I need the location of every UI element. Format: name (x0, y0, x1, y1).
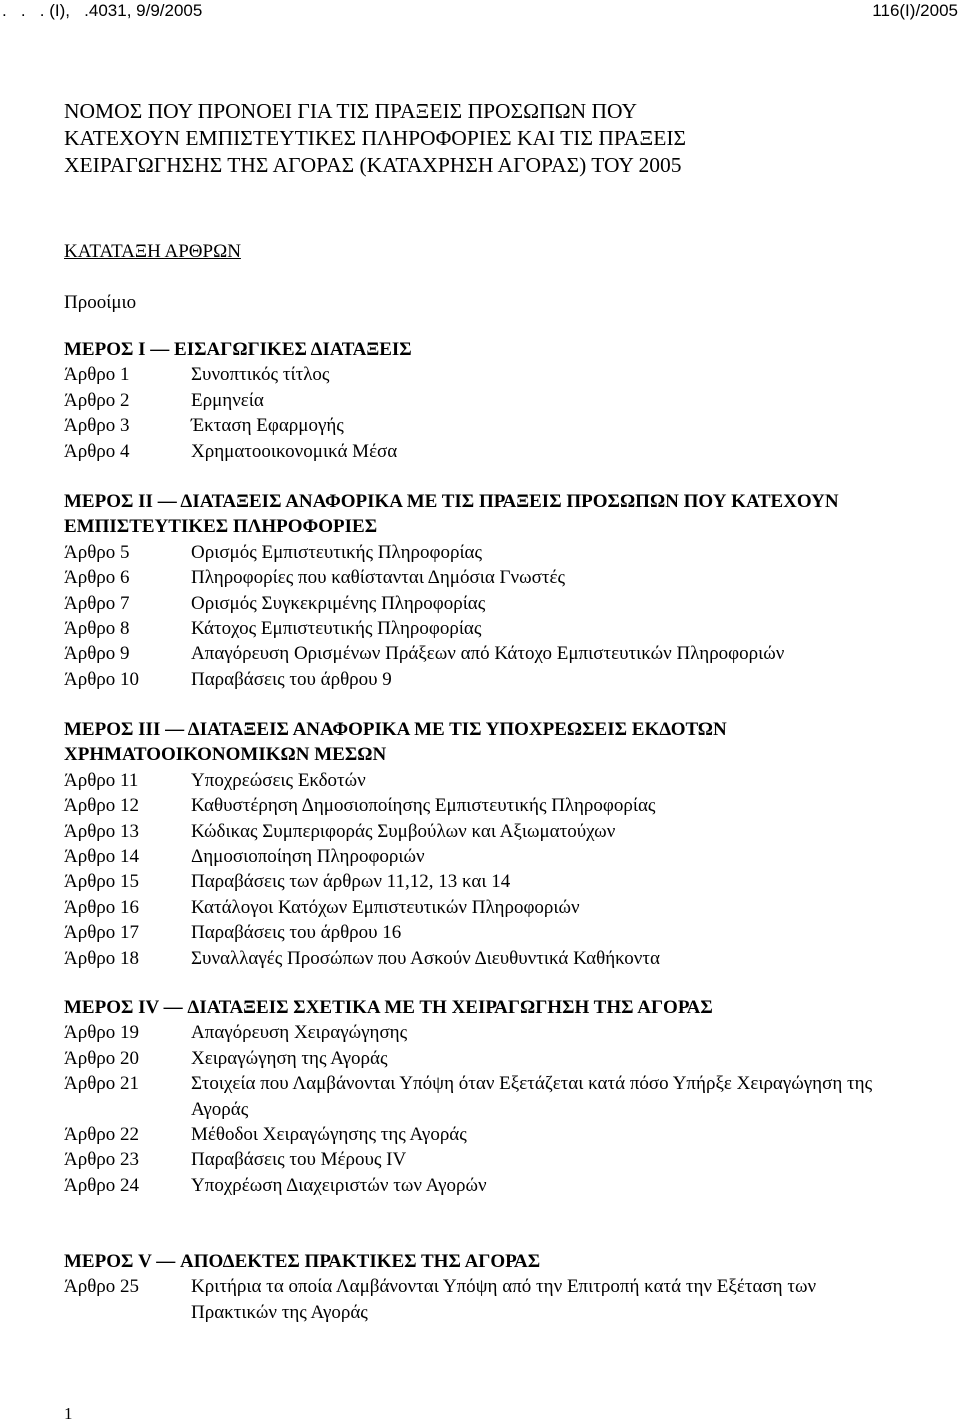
article-row (64, 1020, 894, 1045)
article-row (64, 920, 894, 945)
part-1 (64, 337, 894, 464)
part-title: ΜΕΡΟΣ ΙV — ΔΙΑΤΑΞΕΙΣ ΣΧΕΤΙΚΑ ΜΕ ΤΗ ΧΕΙΡΑΓΩΓΗΣΗ ΤΗΣ ΑΓΟΡΑΣ (64, 997, 713, 1018)
article-number: Άρθρο 25 (64, 1276, 140, 1298)
article-title: Συνοπτικός τίτλος (191, 364, 330, 386)
article-title: Πληροφορίες που καθίστανται Δημόσια Γνωστές (191, 567, 566, 589)
article-title: Απαγόρευση Χειραγώγησης (191, 1022, 408, 1044)
running-header (0, 0, 960, 22)
article-title: Ορισμός Εμπιστευτικής Πληροφορίας (191, 541, 483, 563)
article-row (64, 667, 894, 692)
article-title: Κατάλογοι Κατόχων Εμπιστευτικών Πληροφοριών (191, 896, 580, 918)
article-title: Ερμηνεία (191, 389, 264, 411)
article-row (64, 895, 894, 920)
article-number: Άρθρο 15 (64, 871, 140, 893)
law-title-line: ΚΑΤΕΧΟΥΝ ΕΜΠΙΣΤΕΥΤΙΚΕΣ ΠΛΗΡΟΦΟΡΙΕΣ ΚΑΙ ΤΙΣ ΠΡΑΞΕΙΣ (64, 126, 687, 150)
article-title: Δημοσιοποίηση Πληροφοριών (191, 846, 425, 868)
article-number: Άρθρο 24 (64, 1174, 140, 1196)
article-title: Κάτοχος Εμπιστευτικής Πληροφορίας (191, 618, 482, 640)
article-number: Άρθρο 20 (64, 1047, 140, 1069)
article-title: Ορισμός Συγκεκριμένης Πληροφορίας (191, 592, 486, 614)
article-row (64, 388, 894, 413)
header-law-number: 116(Ι)/2005 (872, 1, 958, 20)
preamble-label: Προοίμιο (64, 292, 137, 313)
article-title: Παραβάσεις του Μέρους IV (191, 1149, 407, 1171)
law-title-line: ΧΕΙΡΑΓΩΓΗΣΗΣ ΤΗΣ ΑΓΟΡΑΣ (ΚΑΤΑΧΡΗΣΗ ΑΓΟΡΑΣ) ΤΟΥ 2005 (64, 153, 682, 177)
part-4 (64, 995, 894, 1198)
article-title: Στοιχεία που Λαμβάνονται Υπόψη όταν Εξετάζεται κατά πόσο Υπήρξε Χειραγώγηση της Αγοράς (191, 1073, 873, 1120)
toc-heading: ΚΑΤΑΤΑΞΗ ΑΡΘΡΩΝ (64, 241, 241, 262)
article-number: Άρθρο 17 (64, 922, 140, 944)
article-number: Άρθρο 8 (64, 618, 130, 640)
article-number: Άρθρο 21 (64, 1073, 140, 1095)
article-number: Άρθρο 1 (64, 364, 130, 386)
article-row (64, 844, 894, 869)
article-row (64, 413, 894, 438)
article-row (64, 869, 894, 894)
law-title-line: ΝΟΜΟΣ ΠΟΥ ΠΡΟΝΟΕΙ ΓΙΑ ΤΙΣ ΠΡΑΞΕΙΣ ΠΡΟΣΩΠΩΝ ΠΟΥ (64, 99, 637, 123)
article-title: Παραβάσεις των άρθρων 11,12, 13 και 14 (191, 871, 511, 893)
article-row (64, 1173, 894, 1198)
part-title: ΜΕΡΟΣ V — ΑΠΟΔΕΚΤΕΣ ΠΡΑΚΤΙΚΕΣ ΤΗΣ ΑΓΟΡΑΣ (64, 1251, 541, 1272)
article-number: Άρθρο 12 (64, 795, 140, 817)
article-row (64, 1147, 894, 1172)
article-number: Άρθρο 16 (64, 896, 140, 918)
article-number: Άρθρο 5 (64, 541, 130, 563)
article-row (64, 768, 894, 793)
article-title: Χρηματοοικονομικά Μέσα (191, 440, 398, 462)
article-number: Άρθρο 6 (64, 567, 130, 589)
article-number: Άρθρο 3 (64, 415, 130, 437)
article-title: Κριτήρια τα οποία Λαμβάνονται Υπόψη από την Επιτροπή κατά την Εξέταση των Πρακτικών της Αγοράς (191, 1276, 817, 1323)
article-number: Άρθρο 9 (64, 643, 130, 665)
article-row (64, 591, 894, 616)
article-row (64, 1122, 894, 1147)
article-number: Άρθρο 11 (64, 769, 139, 791)
header-gazette-reference: . . . (Ι), .4031, 9/9/2005 (2, 1, 203, 20)
article-row (64, 1046, 894, 1071)
article-row (64, 565, 894, 590)
article-title: Απαγόρευση Ορισμένων Πράξεων από Κάτοχο Εμπιστευτικών Πληροφοριών (191, 643, 785, 665)
article-number: Άρθρο 4 (64, 440, 130, 462)
article-row (64, 540, 894, 565)
part-title: ΜΕΡΟΣ Ι — ΕΙΣΑΓΩΓΙΚΕΣ ΔΙΑΤΑΞΕΙΣ (64, 339, 412, 360)
law-title (64, 98, 864, 179)
article-title: Συναλλαγές Προσώπων που Ασκούν Διευθυντικά Καθήκοντα (191, 947, 660, 969)
article-row (64, 616, 894, 641)
part-2 (64, 489, 894, 692)
article-number: Άρθρο 2 (64, 389, 130, 411)
article-row (64, 439, 894, 464)
article-title: Υποχρέωση Διαχειριστών των Αγορών (191, 1174, 487, 1196)
article-row (64, 362, 894, 387)
article-number: Άρθρο 14 (64, 846, 140, 868)
article-title: Χειραγώγηση της Αγοράς (191, 1047, 388, 1069)
part-5 (64, 1249, 894, 1325)
article-title: Καθυστέρηση Δημοσιοποίησης Εμπιστευτικής Πληροφορίας (191, 795, 656, 817)
article-title: Παραβάσεις του άρθρου 9 (191, 668, 392, 690)
article-number: Άρθρο 23 (64, 1149, 140, 1171)
article-number: Άρθρο 10 (64, 668, 140, 690)
article-row (64, 946, 894, 971)
article-row (64, 1071, 894, 1122)
article-row (64, 1274, 894, 1325)
article-title: Έκταση Εφαρμογής (191, 415, 344, 437)
article-number: Άρθρο 7 (64, 592, 130, 614)
article-row (64, 793, 894, 818)
article-number: Άρθρο 19 (64, 1022, 140, 1044)
article-number: Άρθρο 22 (64, 1124, 140, 1146)
article-title: Υποχρεώσεις Εκδοτών (191, 769, 366, 791)
page-number: 1 (64, 1404, 73, 1423)
article-title: Μέθοδοι Χειραγώγησης της Αγοράς (191, 1124, 467, 1146)
article-title: Παραβάσεις του άρθρου 16 (191, 922, 402, 944)
article-row (64, 641, 894, 666)
article-number: Άρθρο 18 (64, 947, 140, 969)
article-title: Κώδικας Συμπεριφοράς Συμβούλων και Αξιωματούχων (191, 820, 616, 842)
part-3 (64, 717, 894, 971)
part-title: ΜΕΡΟΣ ΙΙΙ — ΔΙΑΤΑΞΕΙΣ ΑΝΑΦΟΡΙΚΑ ΜΕ ΤΙΣ ΥΠΟΧΡΕΩΣΕΙΣ ΕΚΔΟΤΩΝ ΧΡΗΜΑΤΟΟΙΚΟΝΟΜΙΚΩΝ ΜΕΣΩΝ (64, 719, 727, 766)
article-row (64, 819, 894, 844)
article-number: Άρθρο 13 (64, 820, 140, 842)
part-title: ΜΕΡΟΣ ΙΙ — ΔΙΑΤΑΞΕΙΣ ΑΝΑΦΟΡΙΚΑ ΜΕ ΤΙΣ ΠΡΑΞΕΙΣ ΠΡΟΣΩΠΩΝ ΠΟΥ ΚΑΤΕΧΟΥΝ ΕΜΠΙΣΤΕΥΤΙΚΕΣ ΠΛΗΡΟΦΟΡΙΕΣ (64, 491, 839, 538)
